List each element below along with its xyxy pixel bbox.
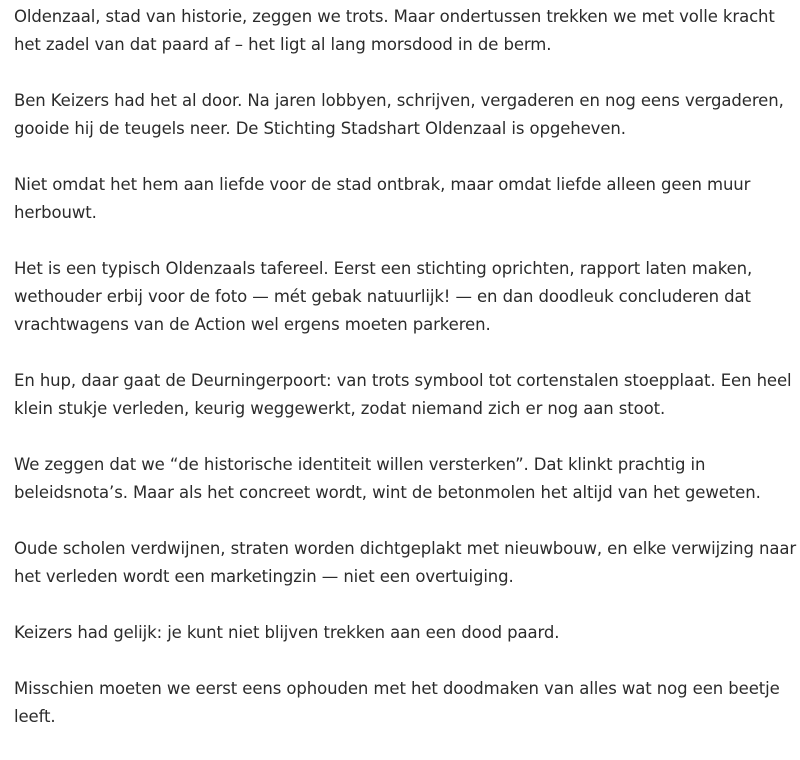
paragraph-8: Keizers had gelijk: je kunt niet blijven trekken aan een dood paard. (14, 623, 560, 642)
paragraph-6: We zeggen dat we “de historische identiteit willen versterken”. Dat klinkt prachtig in beleidsnota’s. Maar als het concreet wordt, wint de betonmolen het altijd van het geweten. (14, 455, 761, 502)
paragraph-1: Oldenzaal, stad van historie, zeggen we trots. Maar ondertussen trekken we met volle kracht het zadel van dat paard af – het ligt al lang morsdood in de berm. (14, 7, 775, 54)
paragraph-9: Misschien moeten we eerst eens ophouden met het doodmaken van alles wat nog een beetje leeft. (14, 679, 780, 726)
paragraph-7: Oude scholen verdwijnen, straten worden dichtgeplakt met nieuwbouw, en elke verwijzing naar het verleden wordt een marketingzin — niet een overtuiging. (14, 539, 797, 586)
article-body (14, 3, 798, 759)
paragraph-2: Ben Keizers had het al door. Na jaren lobbyen, schrijven, vergaderen en nog eens vergaderen, gooide hij de teugels neer. De Stichting Stadshart Oldenzaal is opgeheven. (14, 91, 784, 138)
paragraph-5: En hup, daar gaat de Deurningerpoort: van trots symbool tot cortenstalen stoepplaat. Een heel klein stukje verleden, keurig weggewerkt, zodat niemand zich er nog aan stoot. (14, 371, 792, 418)
paragraph-4: Het is een typisch Oldenzaals tafereel. Eerst een stichting oprichten, rapport laten maken, wethouder erbij voor de foto — mét gebak natuurlijk! — en dan doodleuk concluderen dat vrachtwagens van de Action wel ergens moeten parkeren. (14, 259, 753, 334)
paragraph-3: Niet omdat het hem aan liefde voor de stad ontbrak, maar omdat liefde alleen geen muur herbouwt. (14, 175, 751, 222)
